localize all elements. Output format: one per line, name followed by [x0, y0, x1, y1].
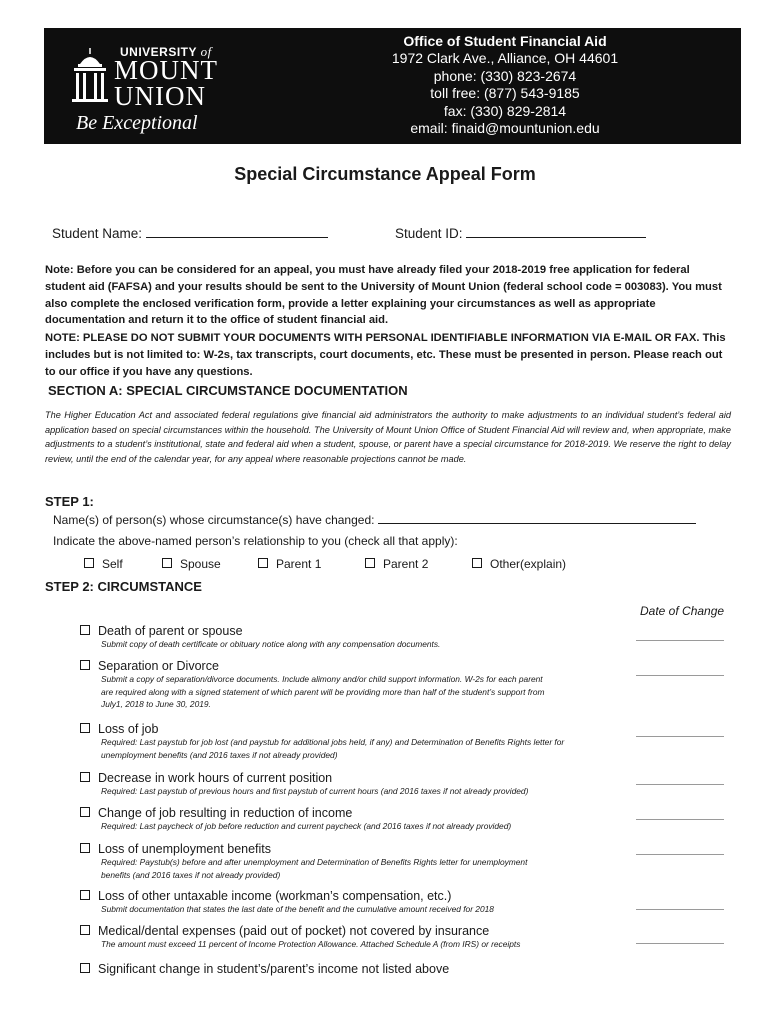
option-self[interactable]: Self — [84, 557, 123, 571]
section-a-intro: The Higher Education Act and associated federal regulations give financial aid administrators the authority to make adjustments to an individual student’s federal aid application based on special circumstances within the household. The University of Mount Union Office of Student Financial Aid will review and, when appropriate, make adjustments to a student’s institutional, state and federal aid when a student, spouse, or parent have a special circumstance for 2018-2019. We reserve the right to delay review, until the end of the calendar year, for any appeal where reasonable projections cannot be made. — [45, 410, 731, 464]
student-name-label: Student Name: — [52, 226, 143, 241]
fafsa-note: Note: Before you can be considered for an appeal, you must have already filed your 2018-2019 free application for federal student aid (FAFSA) and your results should be sent to the University of Mount Union (federal school code = 003083). You must also complete the enclosed verification form, provide a letter explaining your circumstances as well as appropriate documentation and return it to the office of student financial aid. — [45, 264, 722, 327]
date-line-loss-unemployment[interactable] — [636, 854, 724, 855]
circumstance-desc: Submit documentation that states the last date of the benefit and the cumulative amount received for 2018 — [101, 904, 494, 914]
section-a-heading: SECTION A: SPECIAL CIRCUMSTANCE DOCUMENTATION — [48, 383, 408, 398]
circumstance-desc: The amount must exceed 11 percent of Income Protection Allowance. Attached Schedule A (from IRS) or receipts — [101, 939, 521, 949]
step1-names-label: Name(s) of person(s) whose circumstance(s) have changed: — [53, 513, 375, 527]
checkbox[interactable] — [80, 723, 90, 733]
checkbox[interactable] — [80, 807, 90, 817]
circumstance-title: Change of job resulting in reduction of income — [98, 806, 353, 820]
circumstance-title: Decrease in work hours of current position — [98, 771, 333, 785]
date-line-change-of-job[interactable] — [636, 819, 724, 820]
circumstance-title: Death of parent or spouse — [98, 624, 243, 638]
cupola-icon — [70, 46, 110, 104]
checkbox[interactable] — [80, 963, 90, 973]
circumstance-loss-unemployment — [80, 842, 640, 881]
circumstance-desc: Required: Paystub(s) before and after unemployment and Determination of Benefits Rights letter for unemployment benefits (and 2016 taxes if not already provided) — [101, 857, 528, 880]
option-parent-1[interactable]: Parent 1 — [258, 557, 321, 571]
date-of-change-label: Date of Change — [640, 604, 725, 618]
circumstance-desc: Submit a copy of separation/divorce documents. Include alimony and/or child support information. W-2s for each parent are required along with a signed statement of which parent will be providing more than half of the student’s support from July1, 2018 to June 30, 2019. — [101, 674, 545, 710]
step2-heading: STEP 2: CIRCUMSTANCE — [45, 579, 202, 594]
office-tollfree: toll free: (877) 543-9185 — [430, 85, 580, 102]
student-id-line[interactable] — [466, 225, 646, 238]
date-line-loss-of-job[interactable] — [636, 736, 724, 737]
circumstance-title: Significant change in student’s/parent’s income not listed above — [98, 962, 450, 976]
student-name-field[interactable] — [52, 225, 328, 241]
circumstance-title: Loss of unemployment benefits — [98, 842, 272, 856]
office-contact-block — [374, 33, 636, 137]
circumstance-income-change — [80, 962, 640, 976]
checkbox[interactable] — [80, 772, 90, 782]
circumstance-desc: Required: Last paycheck of job before reduction and current paycheck (and 2016 taxes if not already provided) — [101, 821, 512, 831]
logo-mount-text: MOUNT — [114, 55, 218, 85]
circumstance-untaxable-income — [80, 889, 640, 916]
checkbox[interactable] — [80, 660, 90, 670]
circumstance-desc: Required: Last paystub for job lost (and paystub for additional jobs held, if any) and Determination of Benefits Rights letter for unemployment benefits (and 2016 taxes if not already provided) — [101, 737, 565, 760]
option-parent-2[interactable]: Parent 2 — [365, 557, 428, 571]
option-spouse[interactable]: Spouse — [162, 557, 221, 571]
step1-names-field[interactable] — [53, 512, 696, 527]
circumstance-desc: Required: Last paystub of previous hours and first paystub of current hours (and 2016 taxes if not already provided) — [101, 786, 529, 796]
date-line-death[interactable] — [636, 640, 724, 641]
step1-relationship-label: Indicate the above-named person’s relationship to you (check all that apply): — [53, 534, 458, 548]
checkbox[interactable] — [80, 843, 90, 853]
circumstance-medical — [80, 924, 640, 951]
checkbox[interactable] — [162, 558, 172, 568]
checkbox[interactable] — [258, 558, 268, 568]
option-other[interactable]: Other(explain) — [472, 557, 566, 571]
circumstance-title: Medical/dental expenses (paid out of pocket) not covered by insurance — [98, 924, 490, 938]
circumstance-decrease-hours — [80, 771, 640, 798]
office-email[interactable]: email: finaid@mountunion.edu — [410, 120, 600, 137]
circumstance-title: Separation or Divorce — [98, 659, 219, 673]
logo-university-text: UNIVERSITY of — [120, 44, 212, 59]
office-address: 1972 Clark Ave., Alliance, OH 44601 — [391, 50, 619, 67]
office-fax: fax: (330) 829-2814 — [443, 102, 567, 119]
student-id-field[interactable] — [395, 225, 646, 241]
form-title: Special Circumstance Appeal Form — [234, 164, 536, 184]
circumstance-death — [80, 624, 640, 651]
circumstance-title: Loss of other untaxable income (workman’s compensation, etc.) — [98, 889, 452, 903]
logo-union-text: UNION — [114, 81, 206, 111]
date-line-separation[interactable] — [636, 675, 724, 676]
date-line-medical[interactable] — [636, 943, 724, 944]
student-id-label: Student ID: — [395, 226, 463, 241]
circumstance-desc: Submit copy of death certificate or obituary notice along with any compensation documents. — [101, 639, 441, 649]
checkbox[interactable] — [80, 625, 90, 635]
relationship-options — [84, 557, 684, 575]
logo-tagline: Be Exceptional — [76, 112, 198, 134]
pii-note: NOTE: PLEASE DO NOT SUBMIT YOUR DOCUMENTS WITH PERSONAL IDENTIFIABLE INFORMATION VIA E-MAIL OR FAX. This includes but is not limited to: W-2s, tax transcripts, court documents, etc. These must be presented in person. Please reach out to our office if you have any questions. — [45, 332, 726, 378]
office-phone: phone: (330) 823-2674 — [433, 67, 577, 84]
date-line-decrease-hours[interactable] — [636, 784, 724, 785]
checkbox[interactable] — [84, 558, 94, 568]
date-line-untaxable-income[interactable] — [636, 909, 724, 910]
checkbox[interactable] — [365, 558, 375, 568]
circumstance-separation — [80, 659, 640, 711]
student-name-line[interactable] — [146, 225, 328, 238]
office-title: Office of Student Financial Aid — [403, 33, 607, 49]
checkbox[interactable] — [80, 925, 90, 935]
circumstance-title: Loss of job — [98, 722, 159, 736]
circumstance-change-of-job — [80, 806, 640, 833]
step1-names-line[interactable] — [378, 512, 696, 524]
circumstance-loss-of-job — [80, 722, 640, 761]
header-banner — [44, 28, 741, 144]
step1-heading: STEP 1: — [45, 494, 94, 509]
checkbox[interactable] — [80, 890, 90, 900]
university-logo — [66, 36, 246, 140]
checkbox[interactable] — [472, 558, 482, 568]
